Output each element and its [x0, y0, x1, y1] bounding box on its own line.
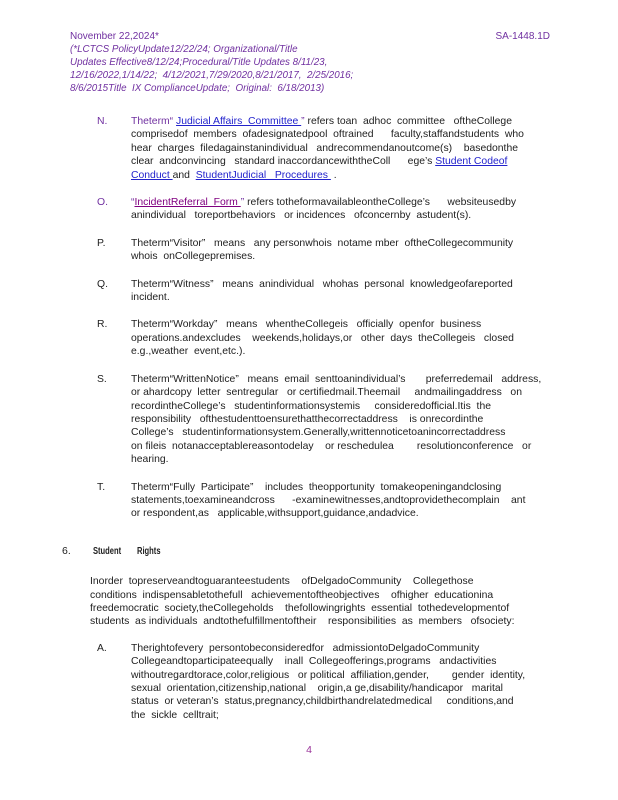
text-line — [131, 400, 578, 413]
intro-line: students as individuals andtothefulfillmentoftheir responsibilities as members ofsociety: — [90, 616, 515, 628]
text-line — [131, 250, 578, 263]
header-date: November 22,2024* — [70, 31, 159, 42]
text-segment: Therightofevery persontobeconsideredfor admissiontoDelgadoCommunity — [131, 642, 480, 654]
text-line — [131, 709, 578, 722]
text-segment: refers totheformavailableontheCollege’s websiteusedby — [247, 197, 517, 209]
item-letter: O. — [97, 197, 108, 209]
text-line — [131, 413, 578, 426]
text-line — [131, 155, 578, 168]
definition-item-P — [97, 237, 578, 264]
text-line — [131, 481, 578, 494]
section-title-word: Student — [93, 544, 122, 557]
text-line — [131, 291, 578, 304]
text-line — [131, 386, 578, 399]
text-segment: recordintheCollege’s studentinformationsystemis consideredofficial.Itis the — [131, 400, 492, 412]
text-segment: hear charges filedagainstanindividual andrecommendanoutcome(s) basedonthe — [131, 142, 519, 154]
text-segment: withoutregardtorace,color,religious or political affiliation,gender, gender identity, — [131, 669, 526, 681]
text-line — [131, 115, 578, 128]
text-line — [131, 209, 578, 222]
text-line — [131, 682, 578, 695]
text-line — [131, 655, 578, 668]
text-segment: hearing. — [131, 454, 169, 466]
text-segment: on fileis notanacceptablereasontodelay or reschedulea resolutionconference or — [131, 440, 532, 452]
text-line — [131, 669, 578, 682]
section-number: 6. — [62, 544, 71, 557]
item-letter: N. — [97, 116, 108, 127]
text-segment: sexual orientation,citizenship,national origin,a ge,disability/handicapor marital — [131, 683, 503, 694]
text-line — [131, 453, 578, 466]
rights-list — [97, 642, 578, 722]
section-title — [93, 545, 172, 558]
definition-item-R — [97, 318, 578, 358]
incident-referral-form-link[interactable]: IncidentReferral Form — [134, 197, 241, 209]
text-segment: Collegeandtoparticipateequally inall Collegeofferings,programs andactivities — [131, 656, 497, 668]
intro-line: conditions indispensabletothefull achievementoftheobjectives ofhigher educationina — [90, 589, 494, 601]
revision-history — [0, 43, 618, 95]
text-line — [131, 345, 578, 358]
revision-line: 8/6/2015Title IX ComplianceUpdate; Original: 6/18/2013) — [70, 83, 325, 94]
text-segment: or respondent,as applicable,withsupport,guidance,andadvice. — [131, 508, 419, 520]
text-line — [131, 237, 578, 250]
text-segment: Theterm“Workday” means whentheCollegeis officially openfor business — [131, 319, 482, 331]
text-line — [131, 507, 578, 520]
section-title-word: Rights — [137, 544, 161, 557]
text-line — [131, 426, 578, 439]
intro-line: freedemocratic society,theCollegeholds thefollowingrights essential tothedevelopmentof — [90, 602, 510, 614]
student-code-of-conduct-link[interactable]: Student Codeof — [435, 156, 508, 168]
text-segment: Theterm“Witness” means anindividual whohas personal knowledgeofareported — [131, 278, 513, 290]
text-segment: “ — [131, 197, 135, 209]
item-letter: T. — [97, 481, 106, 493]
text-segment: responsibility ofthestudenttoensurethatthecorrectaddress is onrecordinthe — [131, 413, 484, 425]
text-segment: anindividual toreportbehaviors or incidences ofconcernby astudent(s). — [131, 210, 472, 222]
text-line — [131, 440, 578, 453]
student-code-of-conduct-link[interactable]: Conduct — [131, 169, 173, 181]
definition-item-T — [97, 481, 578, 521]
definition-item-N — [97, 115, 578, 182]
item-letter: Q. — [97, 278, 108, 290]
text-line — [131, 318, 578, 331]
text-segment: statements,toexamineandcross -examinewitnesses,andtoprovidethecomplain ant — [131, 494, 526, 506]
item-letter: P. — [97, 237, 106, 249]
text-segment: operations.andexcludes weekends,holidays,or other days theCollegeis closed — [131, 332, 514, 344]
text-line — [131, 196, 578, 209]
definitions-list — [97, 115, 578, 521]
item-letter: A. — [97, 642, 107, 654]
intro-line: Inorder topreserveandtoguaranteestudents ofDelgadoCommunity Collegethose — [90, 576, 474, 588]
text-segment: clear andconvincing standard inaccordancewiththeColl ege’s — [131, 156, 436, 168]
doc-number: SA-1448.1D — [495, 31, 550, 42]
definition-item-Q — [97, 278, 578, 305]
text-segment: . — [330, 169, 337, 181]
text-segment: Theterm“WrittenNotice” means email senttoanindividual’s preferredemail address, — [131, 373, 542, 385]
page-number: 4 — [306, 744, 312, 756]
text-line — [131, 169, 578, 182]
text-line — [131, 278, 578, 291]
text-segment: or ahardcopy letter sentregular or certifiedmail.Theemail andmailingaddress on — [131, 387, 522, 399]
text-line — [131, 128, 578, 141]
text-segment: incident. — [131, 292, 170, 304]
text-segment: comprisedof members ofadesignatedpool oftrained faculty,staffandstudents who — [131, 129, 524, 141]
definition-item-O — [97, 196, 578, 223]
judicial-affairs-committee-link[interactable]: Judicial Affairs Committee — [176, 116, 302, 127]
student-judicial-procedures-link[interactable]: StudentJudicial Procedures — [195, 169, 331, 181]
definition-item-S — [97, 373, 578, 467]
page-header — [0, 0, 618, 43]
text-segment: the sickle celltrait; — [131, 709, 219, 721]
text-segment: ” — [240, 197, 248, 209]
text-segment: status or veteran’s status,pregnancy,childbirthandrelatedmedical conditions,and — [131, 696, 514, 708]
text-line — [131, 332, 578, 345]
revision-line: 12/16/2022,1/14/22; 4/12/2021,7/29/2020,8/21/2017, 2/25/2016; — [70, 70, 354, 81]
text-segment: Theterm“Fully Participate” includes theopportunity tomakeopeningandclosing — [131, 481, 502, 493]
text-segment: and — [172, 169, 196, 181]
text-line — [131, 695, 578, 708]
text-segment: e.g.,weather event,etc.). — [131, 346, 246, 358]
item-letter: R. — [97, 319, 108, 331]
text-segment: refers toan adhoc committee oftheCollege — [307, 116, 512, 127]
section-heading — [62, 545, 578, 558]
text-segment: Theterm“Visitor” means any personwhois notame mber oftheCollegecommunity — [131, 237, 514, 249]
text-line — [131, 494, 578, 507]
item-letter: S. — [97, 373, 107, 385]
right-item-A — [97, 642, 578, 722]
text-segment: Theterm“ — [131, 116, 177, 127]
text-segment: College’s studentinformationsystem.Generally,writtennoticetoanincorrectaddress — [131, 427, 506, 439]
text-segment: whois onCollegepremises. — [131, 251, 256, 263]
text-segment: ” — [301, 116, 308, 127]
intro-paragraph — [90, 575, 578, 629]
revision-line: (*LCTCS PolicyUpdate12/22/24; Organizational/Title — [70, 44, 298, 55]
revision-line: Updates Effective8/12/24;Procedural/Title Updates 8/11/23, — [70, 57, 328, 68]
text-line — [131, 142, 578, 155]
text-line — [131, 642, 578, 655]
text-line — [131, 373, 578, 386]
